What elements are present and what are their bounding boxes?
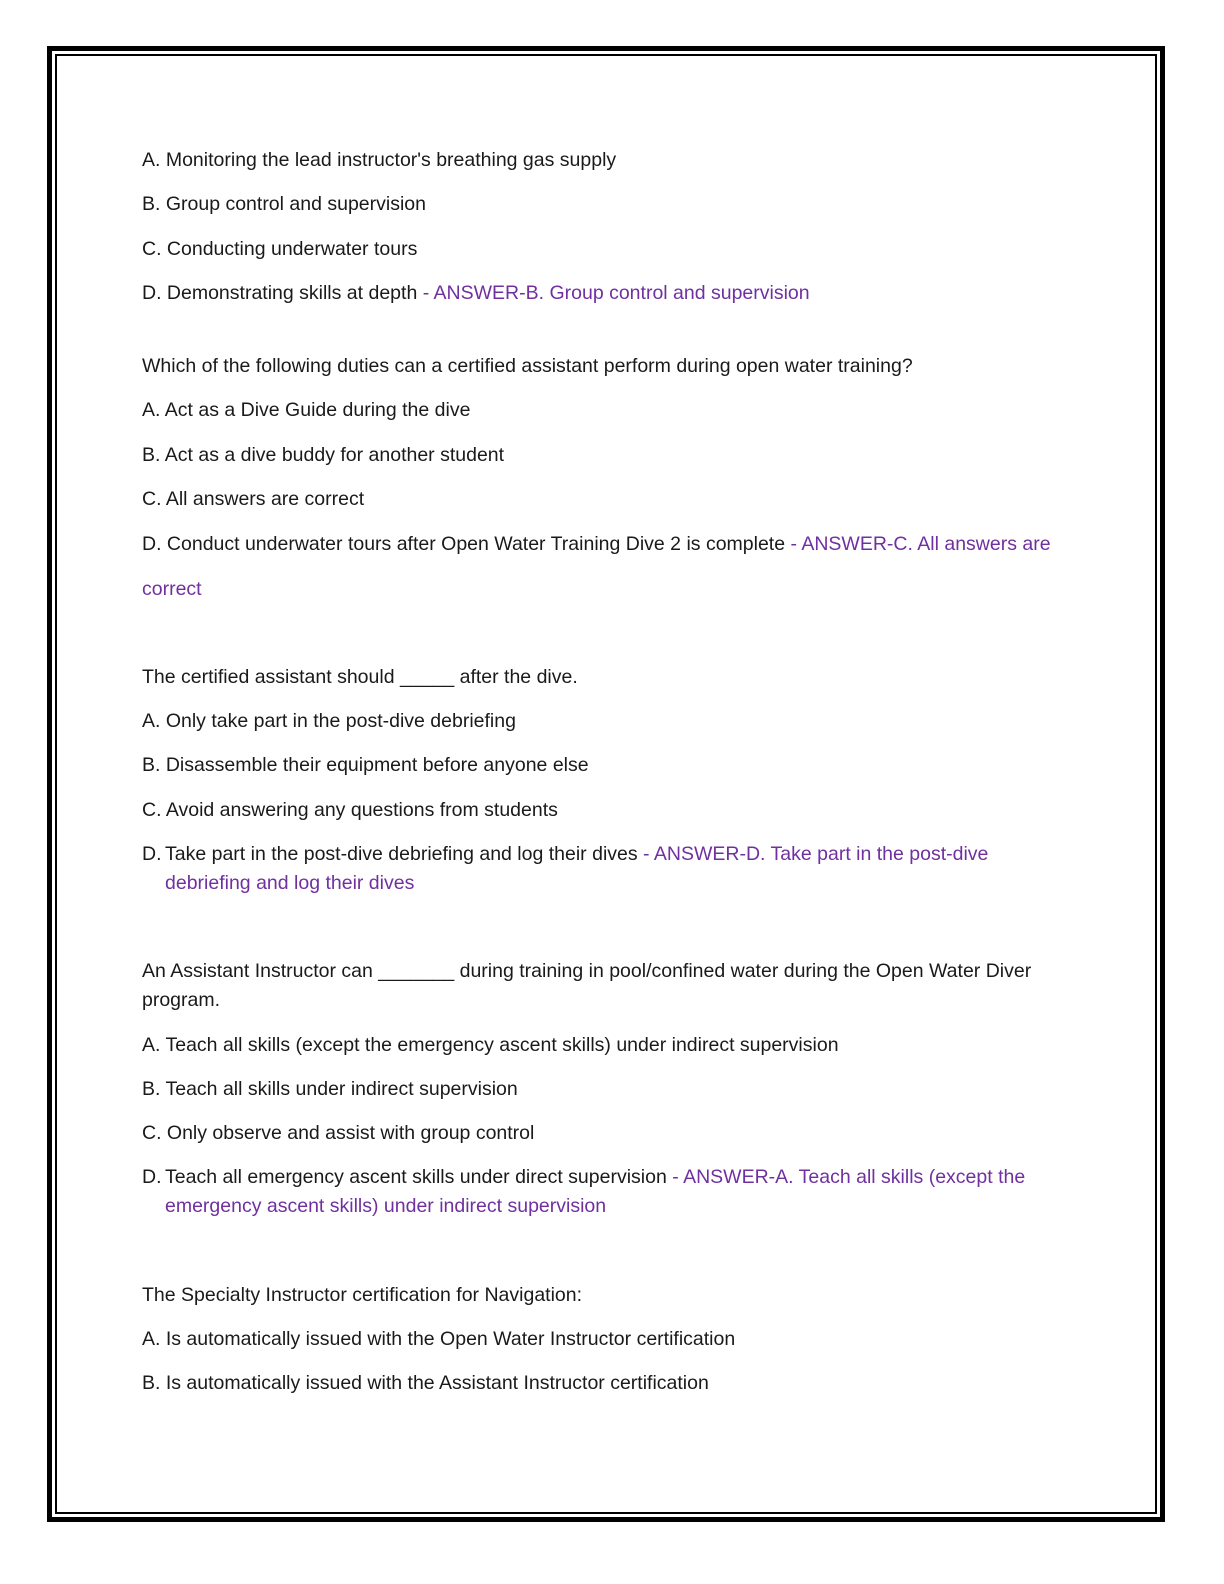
option-c: C. Avoid answering any questions from students <box>142 799 558 821</box>
option-d <box>142 840 1045 898</box>
option-d-text: Take part in the post-dive debriefing and log their dives <box>165 843 638 865</box>
option-b: B. Is automatically issued with the Assistant Instructor certification <box>142 1372 709 1394</box>
option-d <box>142 279 810 308</box>
option-b: B. Disassemble their equipment before anyone else <box>142 754 589 776</box>
question-text: The certified assistant should _____ after the dive. <box>142 666 578 688</box>
option-b: B. Teach all skills under indirect supervision <box>142 1078 518 1100</box>
option-c: C. All answers are correct <box>142 488 365 510</box>
option-d-letter: D. <box>142 1166 162 1188</box>
question-text: The Specialty Instructor certification for Navigation: <box>142 1284 583 1306</box>
option-d <box>142 530 1051 559</box>
option-c: C. Only observe and assist with group control <box>142 1122 535 1144</box>
option-a: A. Act as a Dive Guide during the dive <box>142 399 471 421</box>
option-d-text: D. Demonstrating skills at depth <box>142 282 418 304</box>
answer-text-continued: correct <box>142 578 202 600</box>
answer-text: - ANSWER-D. Take part in the post-dive debriefing and log their dives <box>165 843 989 894</box>
option-d-text: D. Conduct underwater tours after Open Water Training Dive 2 is complete <box>142 533 786 555</box>
option-a: A. Teach all skills (except the emergency ascent skills) under indirect supervision <box>142 1034 839 1056</box>
option-a: A. Only take part in the post-dive debriefing <box>142 710 516 732</box>
option-d <box>142 1163 1045 1221</box>
question-text: Which of the following duties can a certified assistant perform during open water training? <box>142 355 913 377</box>
option-d-letter: D. <box>142 843 162 865</box>
option-a: A. Is automatically issued with the Open Water Instructor certification <box>142 1328 736 1350</box>
option-a: A. Monitoring the lead instructor's breathing gas supply <box>142 149 617 171</box>
answer-text: - ANSWER-A. Teach all skills (except the emergency ascent skills) under indirect supervision <box>165 1166 1026 1217</box>
option-b: B. Group control and supervision <box>142 193 426 215</box>
answer-text: - ANSWER-B. Group control and supervision <box>422 282 810 304</box>
option-c: C. Conducting underwater tours <box>142 238 418 260</box>
question-text: An Assistant Instructor can _______ during training in pool/confined water during the Open Water Diver program. <box>142 960 1032 1011</box>
option-d-body <box>165 840 1045 898</box>
option-d-body <box>165 1163 1045 1221</box>
option-b: B. Act as a dive buddy for another student <box>142 444 505 466</box>
answer-text: - ANSWER-C. All answers are <box>790 533 1051 555</box>
option-d-text: Teach all emergency ascent skills under direct supervision <box>165 1166 667 1188</box>
